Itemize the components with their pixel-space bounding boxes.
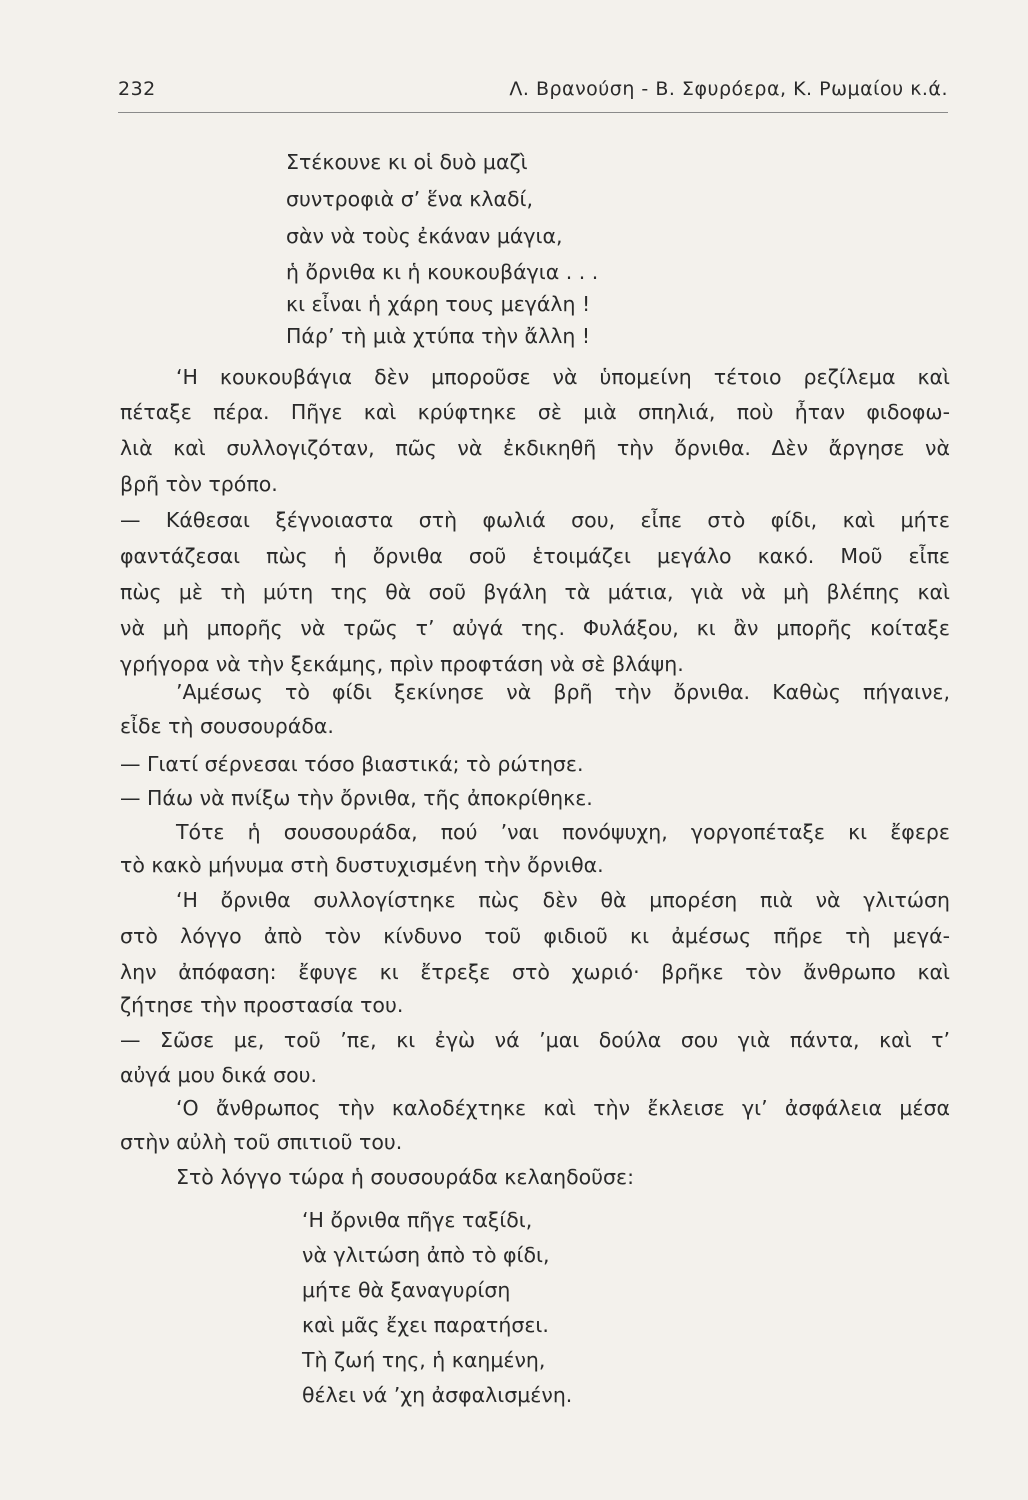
running-head: Λ. Βρανούση - Β. Σφυρόερα, Κ. Ρωμαίου κ.ά. xyxy=(509,78,948,100)
poem-line: κι εἶναι ἡ χάρη τους μεγάλη ! xyxy=(286,292,591,316)
prose-line: βρῆ τὸν τρόπο. xyxy=(120,472,278,496)
poem-line: Πάρ’ τὴ μιὰ χτύπα τὴν ἄλλη ! xyxy=(286,324,591,348)
prose-line: ‘Ο ἄνθρωπος τὴν καλοδέχτηκε καὶ τὴν ἔκλεισε γι’ ἀσφάλεια μέσα xyxy=(176,1096,950,1120)
poem-line: ‘Η ὄρνιθα πῆγε ταξίδι, xyxy=(302,1208,533,1232)
poem-line: ἡ ὄρνιθα κι ἡ κουκουβάγια . . . xyxy=(286,260,599,284)
poem-line: θέλει νά ’χη ἀσφαλισμένη. xyxy=(302,1383,573,1407)
prose-line: — Πάω νὰ πνίξω τὴν ὄρνιθα, τῆς ἀποκρίθηκε. xyxy=(120,786,593,810)
prose-line: ‘Η κουκουβάγια δὲν μποροῦσε νὰ ὑπομείνη τέτοιο ρεζίλεμα καὶ xyxy=(176,365,950,389)
prose-line: πέταξε πέρα. Πῆγε καὶ κρύφτηκε σὲ μιὰ σπηλιά, ποὺ ἦταν φιδοφω- xyxy=(120,400,950,424)
prose-line: — Κάθεσαι ξέγνοιαστα στὴ φωλιά σου, εἶπε στὸ φίδι, καὶ μήτε xyxy=(120,508,950,532)
poem-line: Στέκουνε κι οἱ δυὸ μαζὶ xyxy=(286,150,528,174)
poem-line: συντροφιὰ σ’ ἕνα κλαδί, xyxy=(286,187,534,211)
prose-line: — Γιατί σέρνεσαι τόσο βιαστικά; τὸ ρώτησε. xyxy=(120,752,584,776)
prose-line: εἶδε τὴ σουσουράδα. xyxy=(120,714,334,738)
prose-line: στὴν αὐλὴ τοῦ σπιτιοῦ του. xyxy=(120,1130,403,1154)
prose-line: ζήτησε τὴν προστασία του. xyxy=(120,993,404,1017)
prose-line: νὰ μὴ μπορῆς νὰ τρῶς τ’ αὐγά της. Φυλάξου, κι ἂν μπορῆς κοίταξε xyxy=(120,616,950,640)
poem-line: Τὴ ζωή της, ἡ καημένη, xyxy=(302,1348,546,1372)
prose-line: φαντάζεσαι πὼς ἡ ὄρνιθα σοῦ ἑτοιμάζει μεγάλο κακό. Μοῦ εἶπε xyxy=(120,544,950,568)
poem-line: μήτε θὰ ξαναγυρίση xyxy=(302,1278,511,1302)
prose-line: ’Αμέσως τὸ φίδι ξεκίνησε νὰ βρῆ τὴν ὄρνιθα. Καθὼς πήγαινε, xyxy=(176,680,950,704)
prose-line: λην ἀπόφαση: ἔφυγε κι ἔτρεξε στὸ χωριό· βρῆκε τὸν ἄνθρωπο καὶ xyxy=(120,960,950,984)
prose-line: γρήγορα νὰ τὴν ξεκάμης, πρὶν προφτάση νὰ σὲ βλάψη. xyxy=(120,652,684,676)
prose-line: αὐγά μου δικά σου. xyxy=(120,1063,318,1087)
prose-line: — Σῶσε με, τοῦ ’πε, κι ἐγὼ νά ’μαι δούλα σου γιὰ πάντα, καὶ τ’ xyxy=(120,1028,950,1052)
prose-line: στὸ λόγγο ἀπὸ τὸν κίνδυνο τοῦ φιδιοῦ κι ἀμέσως πῆρε τὴ μεγά- xyxy=(120,924,950,948)
page-header xyxy=(118,72,948,113)
prose-line: ‘Η ὄρνιθα συλλογίστηκε πὼς δὲν θὰ μπορέση πιὰ νὰ γλιτώση xyxy=(176,888,950,912)
prose-line: πὼς μὲ τὴ μύτη της θὰ σοῦ βγάλη τὰ μάτια, γιὰ νὰ μὴ βλέπης καὶ xyxy=(120,580,950,604)
prose-line: τὸ κακὸ μήνυμα στὴ δυστυχισμένη τὴν ὄρνιθα. xyxy=(120,853,604,877)
prose-line: Τότε ἡ σουσουράδα, πού ’ναι πονόψυχη, γοργοπέταξε κι ἔφερε xyxy=(176,820,950,844)
poem-line: σὰν νὰ τοὺς ἐκάναν μάγια, xyxy=(286,224,563,248)
poem-line: νὰ γλιτώση ἀπὸ τὸ φίδι, xyxy=(302,1243,550,1267)
prose-line: Στὸ λόγγο τώρα ἡ σουσουράδα κελαηδοῦσε: xyxy=(176,1165,635,1189)
page-number: 232 xyxy=(118,78,156,100)
poem-line: καὶ μᾶς ἔχει παρατήσει. xyxy=(302,1313,549,1337)
prose-line: λιὰ καὶ συλλογιζόταν, πῶς νὰ ἐκδικηθῆ τὴν ὄρνιθα. Δὲν ἄργησε νὰ xyxy=(120,436,950,460)
